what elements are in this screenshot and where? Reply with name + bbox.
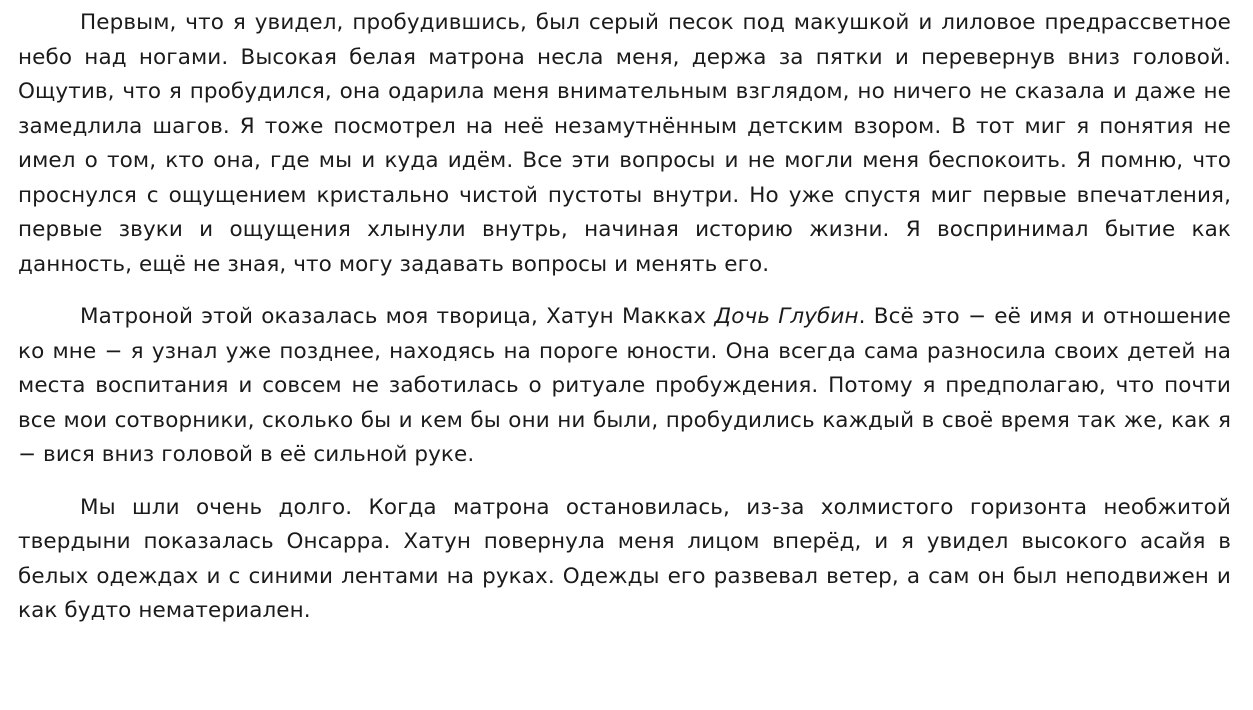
- italic-text-run: Дочь Глубин: [714, 304, 859, 329]
- body-paragraph: [18, 6, 1231, 282]
- text-run: Первым, что я увидел, пробудившись, был серый песок под макушкой и лиловое предрассветное небо над ногами. Высокая белая матрона несла меня, держа за пятки и перевернув вниз головой. Ощутив, что я пробудился, она одарила меня внимательным взглядом, но ничего не сказала и даже не замедлила шагов. Я тоже посмотрел на неё незамутнённым детским взором. В тот миг я понятия не имел о том, кто она, где мы и куда идём. Все эти вопросы и не могли меня беспокоить. Я помню, что проснулся с ощущением кристально чистой пустоты внутри. Но уже спустя миг первые впечатления, первые звуки и ощущения хлынули внутрь, начиная историю жизни. Я воспринимал бытие как данность, ещё не зная, что могу задавать вопросы и менять его.: [18, 10, 1231, 277]
- body-paragraph: [18, 491, 1231, 629]
- body-paragraph: [18, 300, 1231, 473]
- text-run: . Всё это − её имя и отношение ко мне − я узнал уже позднее, находясь на пороге юности. Она всегда сама разносила своих детей на места воспитания и совсем не заботилась о ритуале пробуждения. Потому я предполагаю, что почти все мои сотворники, сколько бы и кем бы они ни были, пробудились каждый в своё время так же, как я − вися вниз головой в её сильной руке.: [18, 304, 1231, 467]
- text-run: Матроной этой оказалась моя творица, Хатун Макках: [80, 304, 715, 329]
- text-run: Мы шли очень долго. Когда матрона остановилась, из-за холмистого горизонта необжитой твердыни показалась Онсарра. Хатун повернула меня лицом вперёд, и я увидел высокого асайя в белых одеждах и с синими лентами на руках. Одежды его развевал ветер, а сам он был неподвижен и как будто нематериален.: [18, 494, 1231, 623]
- paragraph-container: [18, 6, 1231, 629]
